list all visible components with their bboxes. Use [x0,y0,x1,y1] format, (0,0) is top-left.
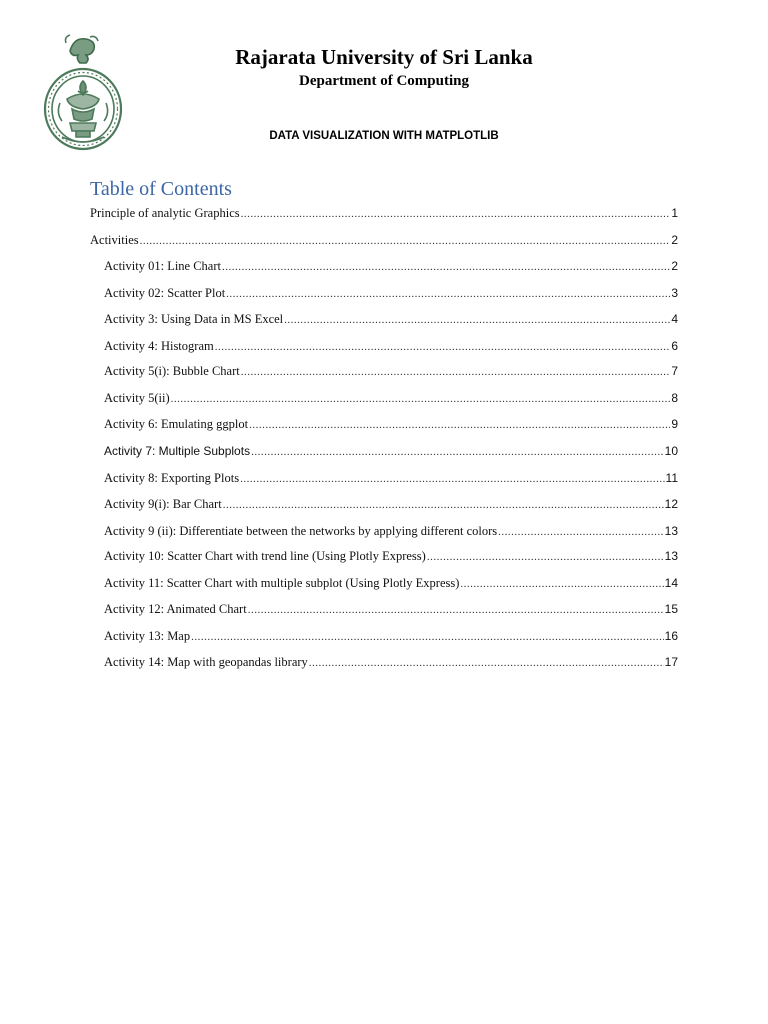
dot-leader [215,339,671,355]
toc-entry-page: 13 [664,549,678,563]
toc-entry-title: Activity 10: Scatter Chart with trend line (Using Plotly Express) [104,549,426,563]
toc-entry-page: 7 [671,364,678,378]
toc-entry-activity-8[interactable] [104,470,678,487]
dot-leader [251,444,664,460]
toc-entry-title: Activity 02: Scatter Plot [104,286,226,300]
toc-entry-title-text: Activity 7: Multiple Subplots [104,444,251,458]
toc-entry-page: 16 [664,629,678,643]
toc-entry-activity-12[interactable] [104,601,678,618]
dot-leader [460,576,663,592]
toc-entry-title: Activity 4: Histogram [104,339,214,353]
dot-leader [223,497,664,513]
toc-entry-activity-5ii[interactable] [104,390,678,407]
toc-entry-activities[interactable] [90,232,678,249]
dot-leader [241,206,671,222]
toc-entry-title: Activity 9 (ii): Differentiate between the networks by applying different colors [104,524,498,538]
department-name: Department of Computing [299,73,469,89]
toc-entry-title: Activity 8: Exporting Plots [104,471,240,485]
toc-entry-title: Activity 5(ii) [104,391,170,405]
toc-entry-activity-4[interactable] [104,338,678,355]
toc-entry-page: 1 [671,206,678,220]
dot-leader [191,629,664,645]
toc-entry-activity-5i[interactable] [104,363,678,380]
toc-entry-page: 15 [664,602,678,616]
dot-leader [140,233,671,249]
toc-entry-activity-7[interactable] [104,443,678,460]
dot-leader [498,524,663,540]
toc-entry-page: 2 [671,233,678,247]
toc-heading: Table of Contents [90,178,232,200]
toc-entry-page: 12 [664,497,678,511]
dot-leader [226,286,670,302]
toc-entry-title: Principle of analytic Graphics [90,206,240,220]
toc-entry-principles[interactable] [90,205,678,222]
toc-entry-page: 3 [671,286,678,300]
toc-entry-title: Activity 5(i): Bubble Chart [104,364,240,378]
toc-entry-page: 13 [664,524,678,538]
toc-entry-activity-10[interactable] [104,548,678,565]
dot-leader [309,655,664,671]
toc-entry-title: Activity 01: Line Chart [104,259,221,273]
toc-entry-page: 8 [671,391,678,405]
toc-entry-title: Activity 6: Emulating ggplot [104,417,249,431]
toc-entry-page: 6 [671,339,678,353]
university-name: Rajarata University of Sri Lanka [235,45,533,69]
dot-leader [241,364,671,380]
toc-entry-title: Activity 12: Animated Chart [104,602,247,616]
toc-entry-activity-02[interactable] [104,285,678,302]
dot-leader [171,391,671,407]
toc-entry-title: Activity 14: Map with geopandas library [104,655,308,669]
toc-entry-title: Activity 3: Using Data in MS Excel [104,312,284,326]
toc-entry-title: Activities [90,233,139,247]
document-subject: DATA VISUALIZATION WITH MATPLOTLIB [269,130,499,142]
toc-entry-page: 2 [671,259,678,273]
toc-entry-page: 11 [665,471,678,485]
toc-entry-activity-11[interactable] [104,575,678,592]
toc-entry-title: Activity 13: Map [104,629,191,643]
toc-entry-activity-9ii[interactable] [104,523,678,540]
toc-entry-activity-3[interactable] [104,311,678,328]
dot-leader [427,549,664,565]
toc-entry-activity-14[interactable] [104,654,678,671]
dot-leader [249,417,670,433]
toc-entry-page: 17 [664,655,678,669]
toc-entry-activity-6[interactable] [104,416,678,433]
toc-entry-page: 4 [671,312,678,326]
toc-entry-activity-13[interactable] [104,628,678,645]
toc-entry-page: 10 [664,444,678,458]
toc-entry-activity-9i[interactable] [104,496,678,513]
toc-entry-activity-01[interactable] [104,258,678,275]
toc-entry-title [104,443,250,459]
toc-entry-title: Activity 11: Scatter Chart with multiple subplot (Using Plotly Express) [104,576,460,590]
dot-leader [240,471,664,487]
dot-leader [222,259,670,275]
toc-entry-title: Activity 9(i): Bar Chart [104,497,222,511]
toc-entry-page: 9 [671,417,678,431]
toc-entry-page: 14 [664,576,678,590]
dot-leader [248,602,664,618]
dot-leader [284,312,670,328]
